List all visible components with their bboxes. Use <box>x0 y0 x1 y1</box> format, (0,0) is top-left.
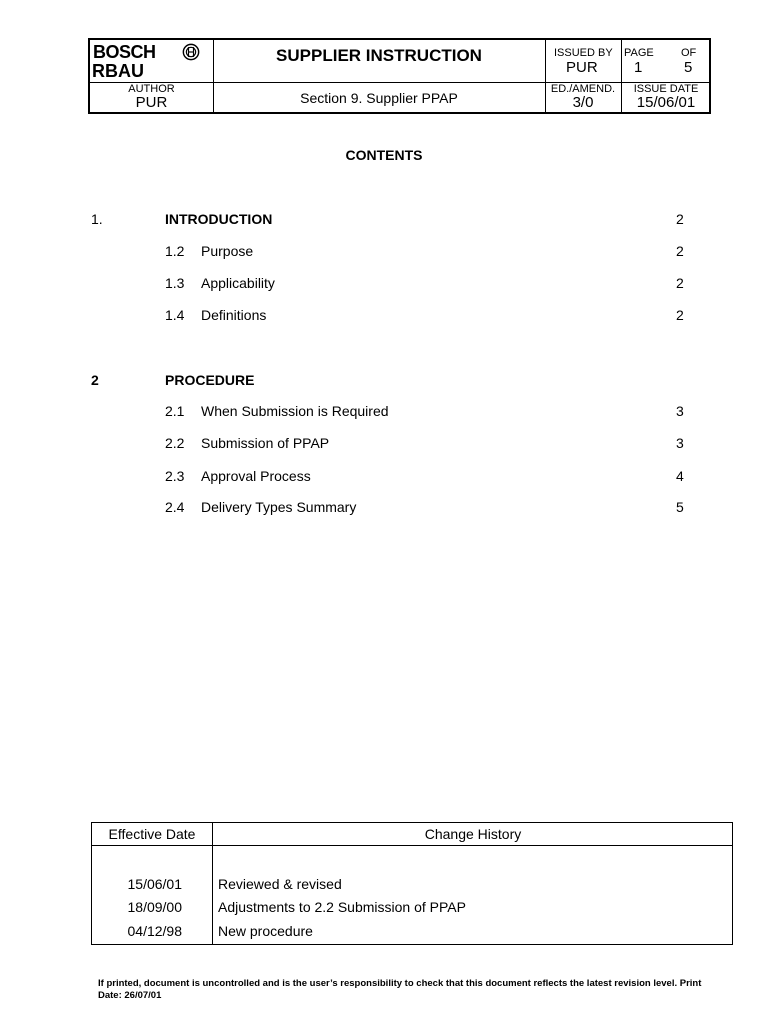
toc-item-title: When Submission is Required <box>201 403 389 419</box>
toc-item-number: 1.3 <box>165 275 185 291</box>
issued-by-label: ISSUED BY <box>554 47 613 59</box>
change-history-header: Change History <box>424 826 522 842</box>
toc-page-number: 2 <box>676 243 684 259</box>
toc-item-title: Submission of PPAP <box>201 435 330 451</box>
uncontrolled-document-notice: If printed, document is uncontrolled and is the user’s responsibility to check that this document reflects the latest revision level. Print Date: 26/07/01 <box>98 978 702 1001</box>
toc-item-number: 1.4 <box>165 307 185 323</box>
change-history-table <box>91 822 733 945</box>
effective-date-header: Effective Date <box>108 826 196 842</box>
toc-page-number: 2 <box>676 211 684 227</box>
history-date: 15/06/01 <box>127 876 182 892</box>
toc-page-number: 3 <box>676 403 684 419</box>
toc-item-title: Applicability <box>201 275 275 291</box>
toc-item-number: 2.3 <box>165 468 185 484</box>
ed-amend-label: ED./AMEND. <box>550 83 616 95</box>
toc-item-number: 2.1 <box>165 403 185 419</box>
history-change: Reviewed & revised <box>218 876 342 892</box>
bosch-armature-icon <box>182 43 200 61</box>
issue-date-value: 15/06/01 <box>636 94 696 111</box>
toc-page-number: 2 <box>676 275 684 291</box>
history-change: New procedure <box>218 923 313 939</box>
author-label: AUTHOR <box>128 83 175 95</box>
section-title: Section 9. Supplier PPAP <box>300 90 458 106</box>
toc-item-title: Definitions <box>201 307 267 323</box>
toc-item-number: 2.4 <box>165 499 185 515</box>
issued-by-value: PUR <box>566 59 598 76</box>
issue-date-label: ISSUE DATE <box>633 83 699 95</box>
ed-amend-value: 3/0 <box>572 94 594 111</box>
company-logo-text: BOSCH <box>93 42 156 62</box>
toc-section-number: 1. <box>91 211 103 227</box>
page-label: PAGE <box>624 47 654 59</box>
history-date: 18/09/00 <box>127 899 182 915</box>
of-label: OF <box>681 47 697 59</box>
toc-section-title: PROCEDURE <box>165 372 255 388</box>
page-number-value: 1 <box>634 59 643 76</box>
history-date: 04/12/98 <box>127 923 182 939</box>
division-name: RBAU <box>92 61 144 81</box>
toc-page-number: 5 <box>676 499 684 515</box>
history-change: Adjustments to 2.2 Submission of PPAP <box>218 899 466 915</box>
toc-item-title: Approval Process <box>201 468 311 484</box>
author-value: PUR <box>135 94 168 111</box>
toc-page-number: 2 <box>676 307 684 323</box>
toc-item-title: Purpose <box>201 243 254 259</box>
document-header <box>88 38 711 114</box>
page-total-value: 5 <box>684 59 693 76</box>
toc-section-number: 2 <box>91 372 99 388</box>
toc-item-title: Delivery Types Summary <box>201 499 357 515</box>
toc-page-number: 4 <box>676 468 684 484</box>
toc-page-number: 3 <box>676 435 684 451</box>
toc-item-number: 1.2 <box>165 243 185 259</box>
document-type-title: SUPPLIER INSTRUCTION <box>276 46 482 65</box>
toc-section-title: INTRODUCTION <box>165 211 273 227</box>
contents-heading: CONTENTS <box>345 147 423 163</box>
toc-item-number: 2.2 <box>165 435 185 451</box>
